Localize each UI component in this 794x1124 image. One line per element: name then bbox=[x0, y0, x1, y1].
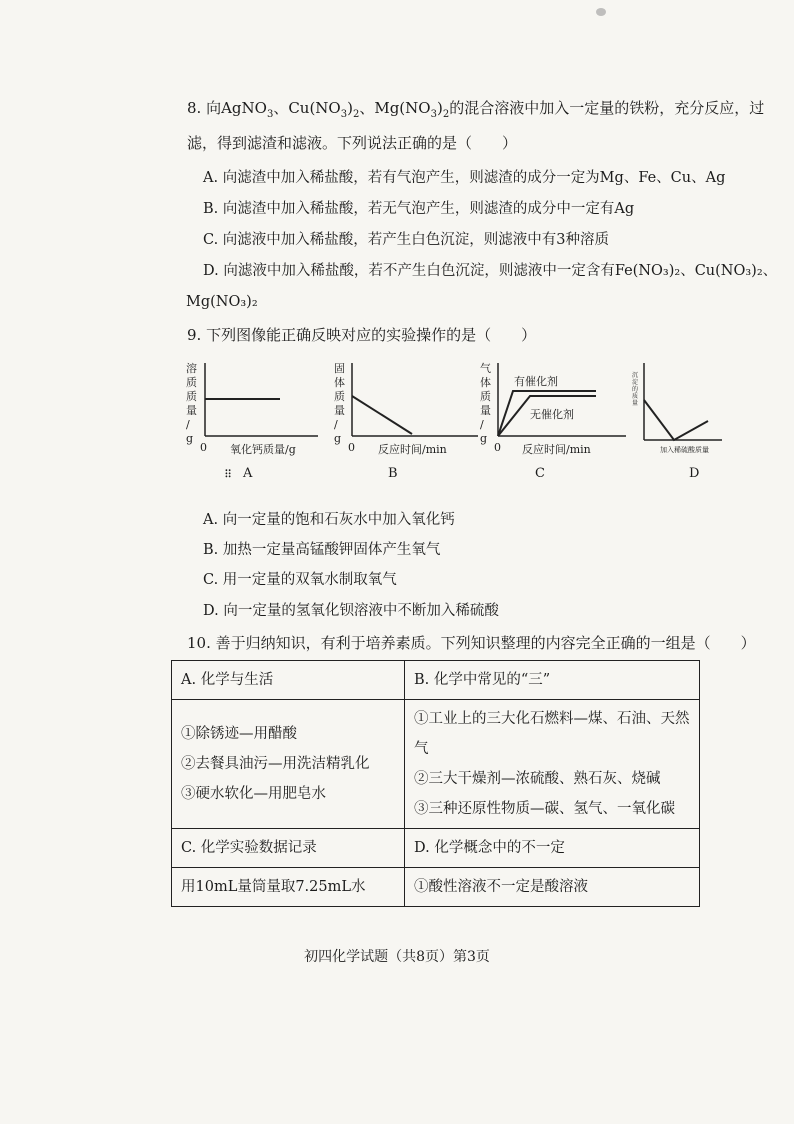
q8-option-d-cont: Mg(NO₃)₂ bbox=[186, 294, 258, 310]
graph-c-xlabel: 反应时间/min bbox=[522, 443, 591, 456]
table-row bbox=[172, 868, 700, 907]
q9-option-a: A. 向一定量的饱和石灰水中加入氧化钙 bbox=[203, 512, 455, 528]
graph-d-letter: D bbox=[689, 466, 700, 481]
cell-a-title: A. 化学与生活 bbox=[172, 661, 405, 700]
q9-option-c: C. 用一定量的双氧水制取氧气 bbox=[203, 572, 397, 588]
graph-c-curve1-label: 有催化剂 bbox=[514, 375, 558, 388]
cell-b-item: ③三种还原性物质—碳、氢气、一氧化碳 bbox=[414, 801, 675, 817]
graph-c bbox=[478, 358, 628, 488]
cell-c-item: 用10mL量筒量取7.25mL水 bbox=[181, 879, 366, 895]
cell-a-items bbox=[172, 700, 405, 829]
graph-c-curve2-label: 无催化剂 bbox=[530, 408, 574, 421]
q8-stem-line2: 滤，得到滤渣和滤液。下列说法正确的是（ ） bbox=[187, 134, 518, 152]
graph-d-ylabel: 沉 淀 的 质 量 bbox=[632, 372, 639, 407]
table-row bbox=[172, 661, 700, 700]
cell-c-items bbox=[172, 868, 405, 907]
graph-d-xlabel: 加入稀硫酸质量 bbox=[660, 446, 709, 454]
q9-option-d: D. 向一定量的氢氧化钡溶液中不断加入稀硫酸 bbox=[203, 603, 499, 619]
graph-c-ylabel: 气 体 质 量 / g bbox=[480, 362, 491, 445]
cell-a-item: ②去餐具油污—用洗洁精乳化 bbox=[181, 756, 370, 772]
graph-a-ylabel: 溶 质 质 量 / g bbox=[186, 362, 197, 445]
graph-c-letter: C bbox=[535, 466, 545, 481]
table-row bbox=[172, 829, 700, 868]
q9-option-b: B. 加热一定量高锰酸钾固体产生氧气 bbox=[203, 542, 441, 558]
graph-a-origin: 0 bbox=[200, 441, 207, 454]
q8-option-c: C. 向滤液中加入稀盐酸，若产生白色沉淀，则滤液中有3种溶质 bbox=[203, 232, 610, 248]
cell-c-title: C. 化学实验数据记录 bbox=[172, 829, 405, 868]
q8-option-d: D. 向滤液中加入稀盐酸，若不产生白色沉淀，则滤液中一定含有Fe(NO₃)₂、Cu(NO₃)₂、 bbox=[203, 263, 778, 279]
cell-b-items bbox=[405, 700, 700, 829]
cell-b-item: ①工业上的三大化石燃料—煤、石油、天然 bbox=[414, 711, 690, 727]
table-row bbox=[172, 700, 700, 829]
graph-a bbox=[180, 358, 320, 488]
graph-b bbox=[330, 358, 480, 488]
graph-b-xlabel: 反应时间/min bbox=[378, 443, 447, 456]
q8-stem-line1: 8. 向AgNO$_3$、$Cu(NO_3)_2$、$Mg(NO_3)_2$的混合溶液中加入一定量的铁粉，充分反应，过 bbox=[187, 99, 765, 120]
cell-b-item: 气 bbox=[414, 741, 429, 757]
graph-c-origin: 0 bbox=[494, 441, 501, 454]
page-footer: 初四化学试题（共8页）第3页 bbox=[304, 949, 490, 965]
graph-d-plot bbox=[630, 358, 730, 458]
cell-a-item: ③硬水软化—用肥皂水 bbox=[181, 786, 326, 802]
cell-b-item: ②三大干燥剂—浓硫酸、熟石灰、烧碱 bbox=[414, 771, 661, 787]
q8-option-a: A. 向滤渣中加入稀盐酸，若有气泡产生，则滤渣的成分一定为Mg、Fe、Cu、Ag bbox=[203, 170, 726, 186]
q10-stem: 10. 善于归纳知识，有利于培养素质。下列知识整理的内容完全正确的一组是（ ） bbox=[187, 634, 756, 652]
graph-a-xlabel: 氧化钙质量/g bbox=[230, 443, 296, 456]
knowledge-table bbox=[171, 660, 700, 907]
cell-a-item: ①除锈迹—用醋酸 bbox=[181, 726, 297, 742]
graph-b-letter: B bbox=[388, 466, 398, 481]
cell-d-item: ①酸性溶液不一定是酸溶液 bbox=[414, 879, 588, 895]
q9-stem: 9. 下列图像能正确反映对应的实验操作的是（ ） bbox=[187, 326, 537, 344]
graph-b-ylabel: 固 体 质 量 / g bbox=[334, 362, 345, 445]
cell-d-items bbox=[405, 868, 700, 907]
graph-b-origin: 0 bbox=[348, 441, 355, 454]
graph-a-mark: ⠿ bbox=[224, 468, 233, 481]
graph-a-letter: A bbox=[243, 466, 253, 481]
cell-d-title: D. 化学概念中的不一定 bbox=[405, 829, 700, 868]
q8-option-b: B. 向滤渣中加入稀盐酸，若无气泡产生，则滤渣的成分中一定有Ag bbox=[203, 201, 635, 217]
graph-d bbox=[630, 358, 730, 488]
scan-speck bbox=[596, 8, 606, 16]
cell-b-title: B. 化学中常见的“三” bbox=[405, 661, 700, 700]
